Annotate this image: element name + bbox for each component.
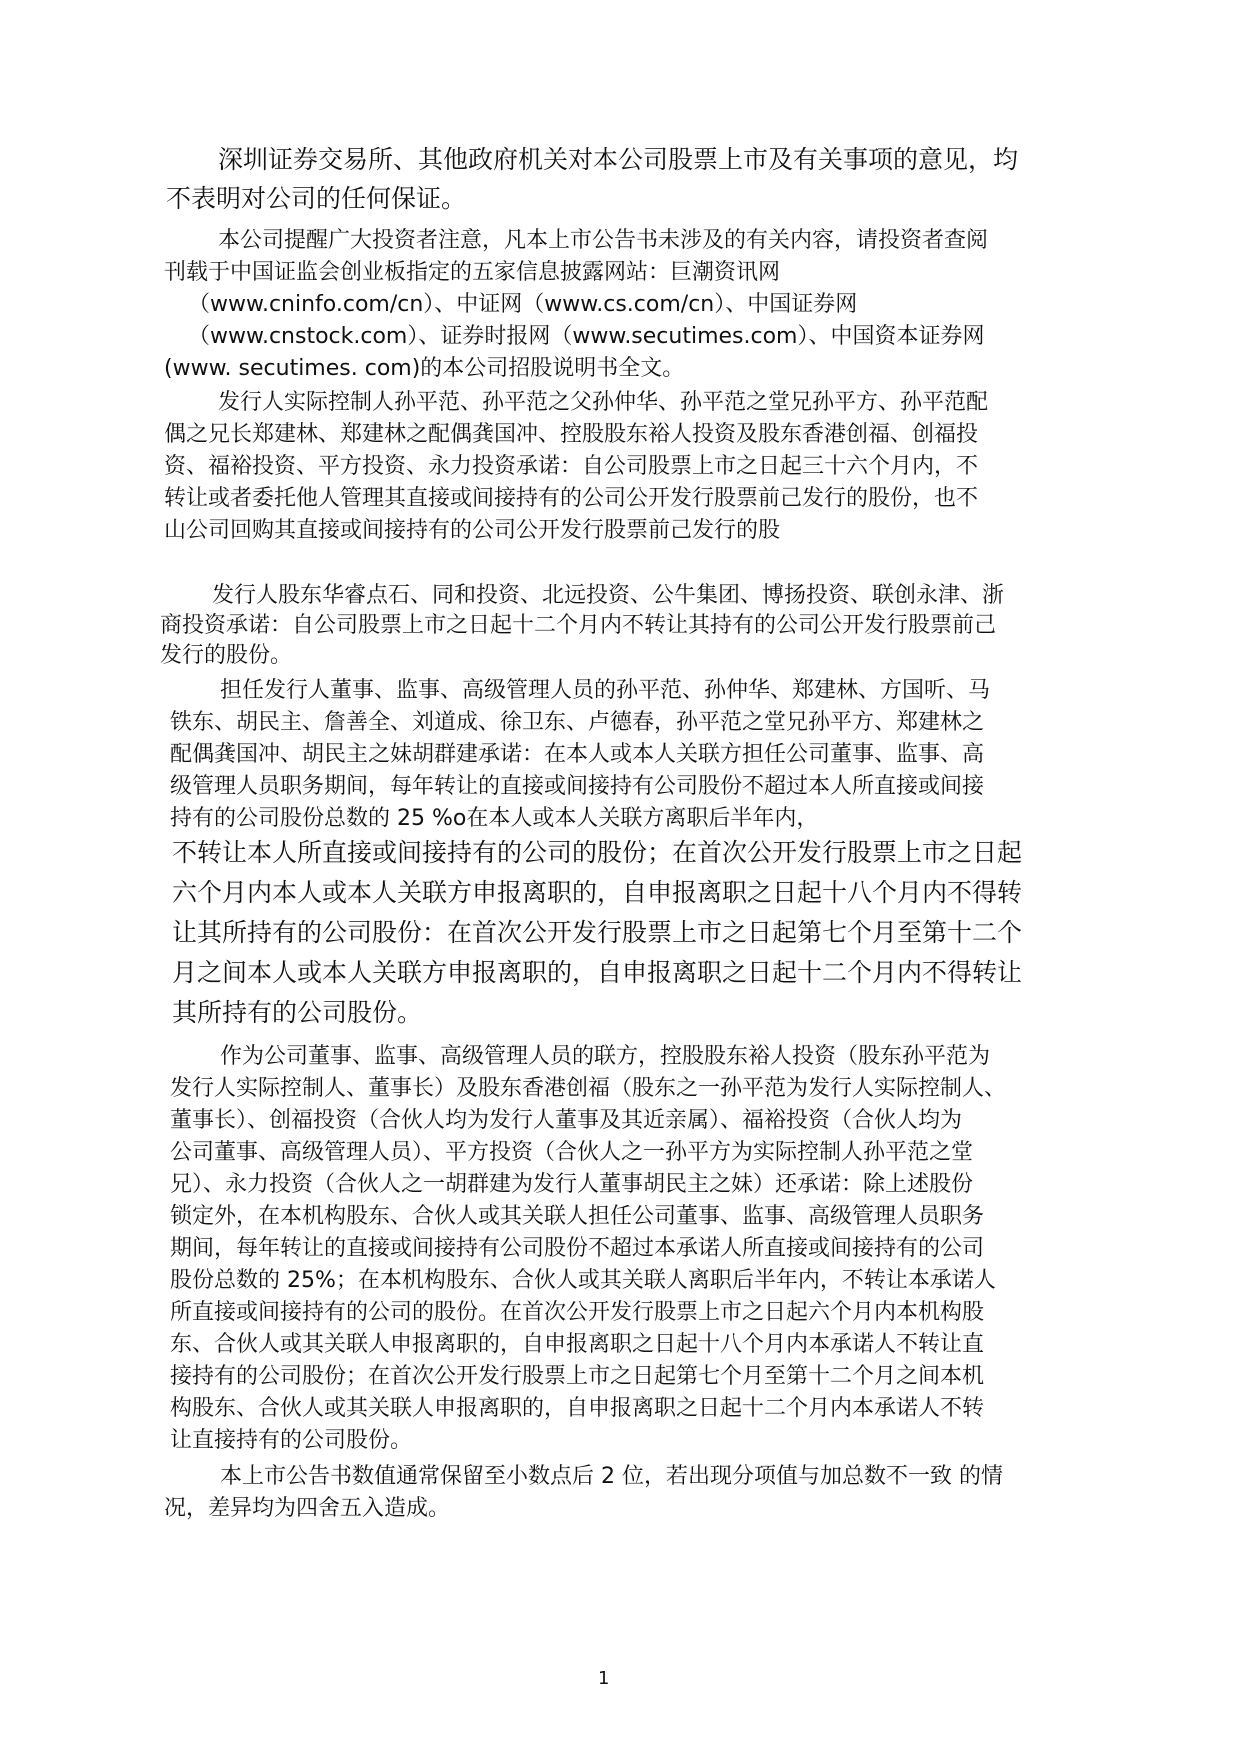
p7-line-8: 股份总数的 25%；在本机构股东、合伙人或其关联人离职后半年内，不转让本承诺人 xyxy=(170,1268,996,1293)
p3-line-4: 转让或者委托他人管理其直接或间接持有的公司公开发行股票前己发行的股份，也不 xyxy=(164,486,979,511)
p7-line-4: 公司董事、高级管理人员）、平方投资（合伙人之一孙平方为实际控制人孙平范之堂 xyxy=(170,1140,974,1165)
p7-line-9: 所直接或间接持有的公司的股份。在首次公开发行股票上市之日起六个月内本机构股 xyxy=(170,1300,985,1325)
p5-line-3: 配偶龚国冲、胡民主之妹胡群建承诺：在本人或本人关联方担任公司董事、监事、高 xyxy=(170,742,985,767)
p2-line-3: （www.cninfo.com/cn）、中证网（www.cs.com/cn）、中国证券网 xyxy=(188,292,858,317)
p5-line-2: 铁东、胡民主、詹善全、刘道成、徐卫东、卢德春，孙平范之堂兄孙平方、郑建林之 xyxy=(170,710,985,735)
p8-line-1: 本上市公告书数值通常保留至小数点后 2 位，若出现分项值与加总数不一致 的情 xyxy=(220,1464,1003,1489)
p4-line-1: 发行人股东华睿点石、同和投资、北远投资、公牛集团、博扬投资、联创永津、浙 xyxy=(212,583,1005,608)
p2-line-2: 刊载于中国证监会创业板指定的五家信息披露网站：巨潮资讯网 xyxy=(164,260,781,285)
p8-line-2: 况，差异均为四舍五入造成。 xyxy=(164,1496,451,1521)
p4-line-2: 商投资承诺：自公司股票上市之日起十二个月内不转让其持有的公司公开发行股票前己 xyxy=(160,613,997,638)
p4-line-3: 发行的股份。 xyxy=(160,643,293,668)
p6-line-2: 六个月内本人或本人关联方申报离职的，自申报离职之日起十八个月内不得转 xyxy=(172,878,1023,907)
p6-line-3: 让其所持有的公司股份：在首次公开发行股票上市之日起第七个月至第十二个 xyxy=(172,918,1023,947)
p5-line-4: 级管理人员职务期间，每年转让的直接或间接持有公司股份不超过本人所直接或间接 xyxy=(170,774,985,799)
p6-line-1: 不转让本人所直接或间接持有的公司的股份；在首次公开发行股票上市之日起 xyxy=(172,838,1023,867)
p7-line-1: 作为公司董事、监事、高级管理人员的联方，控股股东裕人投资（股东孙平范为 xyxy=(220,1044,991,1069)
p7-line-11: 接持有的公司股份；在首次公开发行股票上市之日起第七个月至第十二个月之间本机 xyxy=(170,1364,985,1389)
p5-line-1: 担任发行人董事、监事、高级管理人员的孙平范、孙仲华、郑建林、方国听、马 xyxy=(220,678,991,703)
p7-line-2: 发行人实际控制人、董事长）及股东香港创福（股东之一孙平范为发行人实际控制人、 xyxy=(170,1076,1007,1101)
p3-line-2: 偶之兄长郑建林、郑建林之配偶龚国冲、控股股东裕人投资及股东香港创福、创福投 xyxy=(164,422,979,447)
p7-line-7: 期间，每年转让的直接或间接持有公司股份不超过本承诺人所直接或间接持有的公司 xyxy=(170,1236,985,1261)
p7-line-3: 董事长）、创福投资（合伙人均为发行人董事及其近亲属）、福裕投资（合伙人均为 xyxy=(170,1108,963,1133)
p5-line-5: 持有的公司股份总数的 25 %o在本人或本人关联方离职后半年内， xyxy=(170,806,819,831)
p2-line-1: 本公司提醒广大投资者注意，凡本上市公告书未涉及的有关内容，请投资者查阅 xyxy=(218,228,989,253)
p6-line-5: 其所持有的公司股份。 xyxy=(172,998,423,1027)
p2-line-5: (www. secutimes. com)的本公司招股说明书全文。 xyxy=(164,356,685,381)
p7-line-5: 兄）、永力投资（合伙人之一胡群建为发行人董事胡民主之妹）还承诺：除上述股份 xyxy=(170,1172,974,1197)
p7-line-10: 东、合伙人或其关联人申报离职的，自申报离职之日起十八个月内本承诺人不转让直 xyxy=(170,1332,985,1357)
p3-line-1: 发行人实际控制人孙平范、孙平范之父孙仲华、孙平范之堂兄孙平方、孙平范配 xyxy=(218,390,989,415)
p3-line-3: 资、福裕投资、平方投资、永力投资承诺：自公司股票上市之日起三十六个月内，不 xyxy=(164,454,979,479)
p1-line-1: 深圳证券交易所、其他政府机关对本公司股票上市及有关事项的意见，均 xyxy=(218,145,1019,174)
p3-line-5: 山公司回购其直接或间接持有的公司公开发行股票前己发行的股 xyxy=(164,518,781,543)
p2-line-4: （www.cnstock.com）、证券时报网（www.secutimes.com）、中国资本证券网 xyxy=(188,324,985,349)
p7-line-12: 构股东、合伙人或其关联人申报离职的，自申报离职之日起十二个月内本承诺人不转 xyxy=(170,1396,985,1421)
page-number: 1 xyxy=(598,1668,610,1689)
p7-line-6: 锁定外，在本机构股东、合伙人或其关联人担任公司董事、监事、高级管理人员职务 xyxy=(170,1204,985,1229)
p6-line-4: 月之间本人或本人关联方申报离职的，自申报离职之日起十二个月内不得转让 xyxy=(172,958,1023,987)
p1-line-2: 不表明对公司的任何保证。 xyxy=(166,184,467,213)
p7-line-13: 让直接持有的公司股份。 xyxy=(170,1428,413,1453)
